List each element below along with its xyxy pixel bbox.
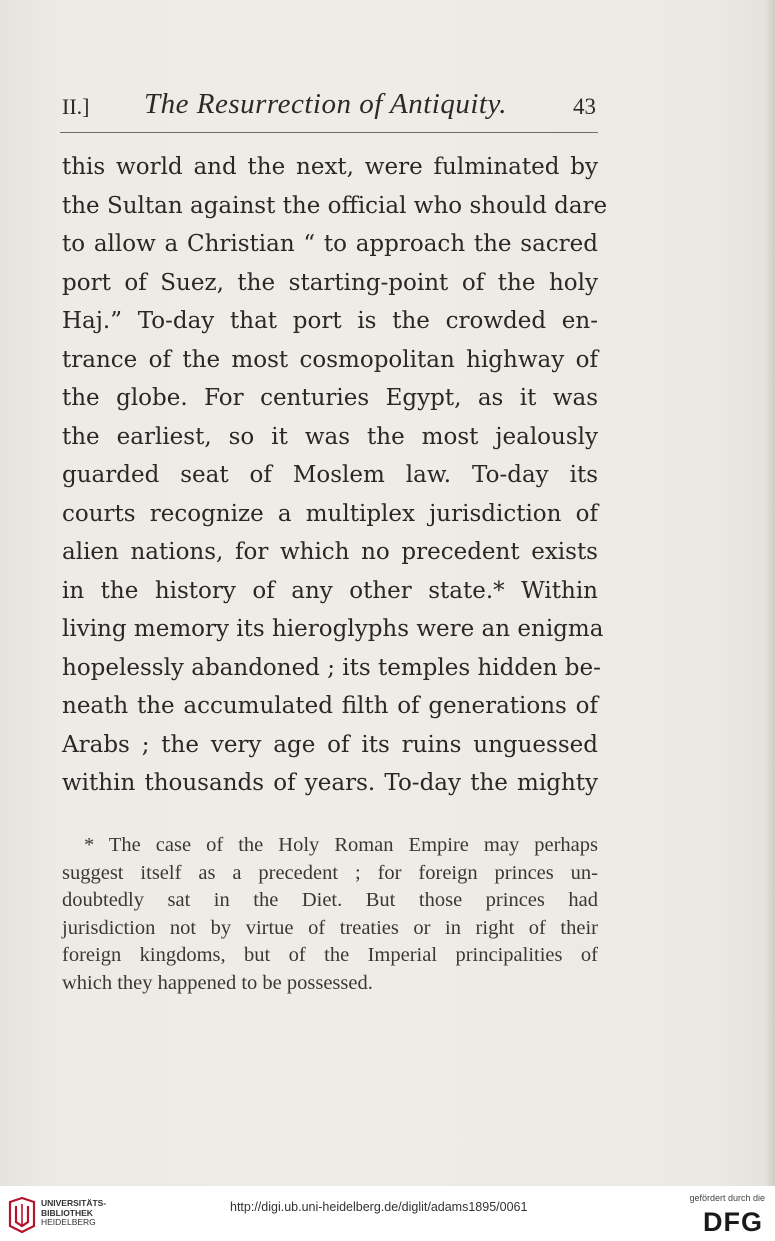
body-line: living memory its hieroglyphs were an enigma: [62, 616, 604, 642]
university-library-logo-icon[interactable]: [6, 1196, 38, 1234]
footnote-line: suggest itself as a precedent ; for foreign princes un-: [62, 861, 598, 884]
body-line: Haj.” To-day that port is the crowded en-: [62, 308, 598, 334]
dfg-logo[interactable]: DFG: [703, 1207, 763, 1237]
library-name[interactable]: [41, 1199, 106, 1228]
footnote-line: jurisdiction not by virtue of treaties or in right of their: [62, 916, 598, 939]
running-header: [62, 88, 596, 128]
footnote-line: * The case of the Holy Roman Empire may perhaps: [84, 834, 598, 856]
body-line: the Sultan against the official who should dare: [62, 192, 608, 219]
library-name-line: BIBLIOTHEK: [41, 1207, 93, 1218]
header-rule: [60, 132, 598, 133]
body-line: within thousands of years. To-day the mighty: [62, 770, 598, 796]
running-title: The Resurrection of Antiquity.: [144, 88, 507, 120]
library-name-line: HEIDELBERG: [41, 1217, 96, 1227]
body-line: to allow a Christian “ to approach the sacred: [62, 231, 598, 257]
body-line: port of Suez, the starting-point of the holy: [62, 269, 598, 296]
footnote-line: doubtedly sat in the Diet. But those princes had: [62, 889, 598, 912]
body-line: the globe. For centuries Egypt, as it was: [62, 385, 598, 411]
body-line: in the history of any other state.* Within: [62, 577, 598, 604]
body-line: alien nations, for which no precedent exists: [62, 539, 598, 565]
chapter-marker: II.]: [62, 94, 90, 119]
page-number: 43: [573, 94, 596, 119]
footnote: [62, 832, 598, 998]
body-text: [62, 148, 608, 803]
body-line: hopelessly abandoned ; its temples hidden be-: [62, 654, 601, 681]
body-line: trance of the most cosmopolitan highway of: [62, 346, 598, 373]
page-edge-shadow: [765, 0, 775, 1186]
body-line: neath the accumulated filth of generations of: [62, 693, 598, 719]
body-line: guarded seat of Moslem law. To-day its: [62, 462, 598, 488]
footnote-line: which they happened to be possessed.: [62, 971, 373, 994]
body-line: this world and the next, were fulminated by: [62, 154, 598, 180]
footnote-line: foreign kingdoms, but of the Imperial principalities of: [62, 944, 598, 967]
body-line: courts recognize a multiplex jurisdiction of: [62, 500, 598, 527]
body-line: Arabs ; the very age of its ruins unguessed: [62, 731, 598, 758]
funding-label: gefördert durch die: [689, 1193, 765, 1203]
body-line: the earliest, so it was the most jealously: [62, 423, 598, 450]
library-name-line: UNIVERSITÄTS-: [41, 1198, 107, 1208]
viewer-footer: [0, 1186, 775, 1241]
permalink-url[interactable]: http://digi.ub.uni-heidelberg.de/diglit/adams1895/0061: [230, 1200, 528, 1214]
